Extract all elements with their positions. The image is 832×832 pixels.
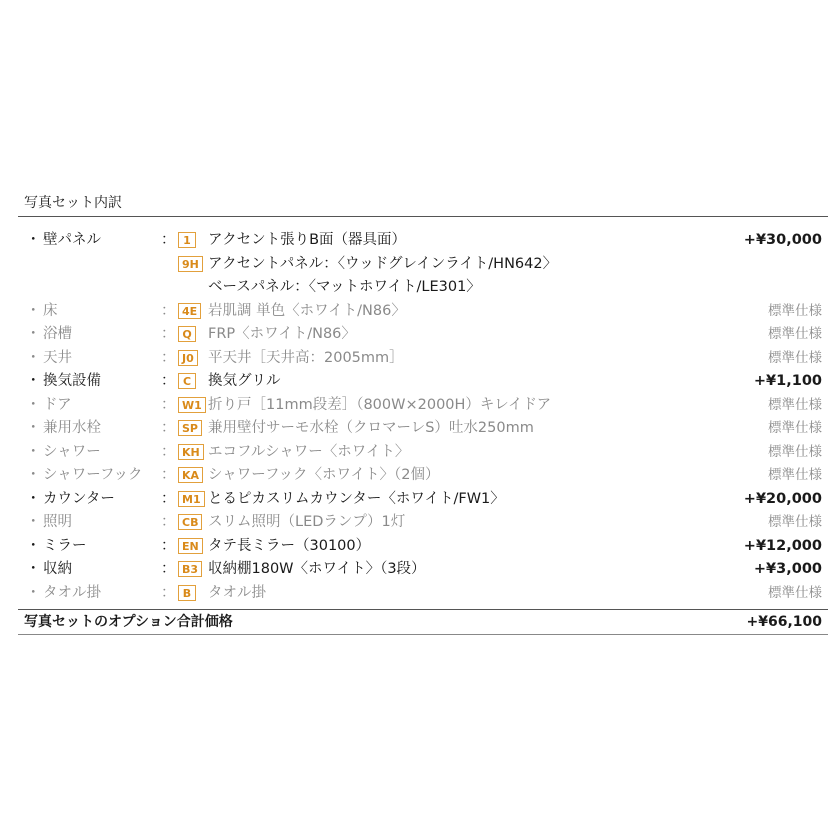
row-bullet: ・ (26, 302, 41, 319)
spec-row (18, 347, 828, 371)
spec-row (18, 323, 828, 347)
spec-row (18, 417, 828, 441)
row-price: 標準仕様 (768, 584, 822, 601)
row-colon: ： (161, 443, 176, 460)
row-label: カウンター (43, 490, 115, 507)
row-bullet: ・ (26, 349, 41, 366)
row-colon: ： (161, 561, 176, 577)
section-heading: 写真セット内訳 (24, 195, 122, 211)
row-label: シャワーフック (43, 467, 143, 483)
spec-list (18, 229, 828, 605)
row-colon: ： (161, 514, 176, 530)
option-code-badge: SP (178, 420, 202, 436)
spec-row (18, 276, 828, 300)
row-bullet: ・ (26, 467, 41, 483)
row-bullet: ・ (26, 584, 41, 601)
row-label: ドア (43, 396, 72, 413)
row-label: 壁パネル (43, 232, 101, 248)
row-colon: ： (161, 232, 176, 248)
option-code-badge: 4E (178, 303, 201, 319)
row-label: 浴槽 (43, 326, 72, 342)
row-colon: ： (161, 396, 176, 413)
row-colon: ： (161, 420, 176, 436)
row-colon: ： (161, 467, 176, 483)
row-label: 兼用水栓 (43, 420, 101, 436)
spec-row (18, 394, 828, 418)
row-colon: ： (161, 490, 176, 507)
row-bullet: ・ (26, 232, 41, 248)
row-colon: ： (161, 349, 176, 366)
row-label: シャワー (43, 443, 101, 460)
option-code-badge: M1 (178, 491, 205, 507)
heading-rule (18, 216, 828, 217)
row-price: 標準仕様 (768, 420, 822, 436)
row-description: アクセント張りB面（器具面） (208, 232, 407, 248)
row-price: 標準仕様 (768, 467, 822, 483)
spec-row (18, 558, 828, 582)
row-price: 標準仕様 (768, 396, 822, 413)
row-colon: ： (161, 302, 176, 319)
row-description: 換気グリル (208, 373, 281, 389)
row-bullet: ・ (26, 326, 41, 342)
row-bullet: ・ (26, 443, 41, 460)
option-code-badge: KA (178, 467, 203, 483)
row-description: FRP〈ホワイト/N86〉 (208, 326, 356, 342)
row-bullet: ・ (26, 537, 41, 554)
spec-row (18, 370, 828, 394)
spec-row (18, 464, 828, 488)
row-label: 天井 (43, 349, 72, 366)
row-bullet: ・ (26, 561, 41, 577)
spec-row (18, 535, 828, 559)
option-code-badge: B (178, 585, 196, 601)
row-description: スリム照明（LEDランプ）1灯 (208, 514, 406, 530)
row-description: アクセントパネル：〈ウッドグレインライト/HN642〉 (208, 255, 558, 272)
row-price: +¥1,100 (753, 373, 822, 389)
row-bullet: ・ (26, 490, 41, 507)
row-price: 標準仕様 (768, 349, 822, 366)
row-description: タテ長ミラー（30100） (208, 537, 371, 554)
row-description: 収納棚180W〈ホワイト〉（3段） (208, 561, 426, 577)
row-label: 床 (43, 302, 58, 319)
spec-row (18, 253, 828, 277)
total-bottom-rule (18, 634, 828, 635)
row-bullet: ・ (26, 514, 41, 530)
total-label: 写真セットのオプション合計価格 (24, 614, 233, 630)
row-colon: ： (161, 584, 176, 601)
spec-row (18, 582, 828, 606)
row-description: 折り戸［11mm段差］（800W×2000H）キレイドア (208, 396, 552, 413)
option-code-badge: W1 (178, 397, 206, 413)
row-price: 標準仕様 (768, 326, 822, 342)
row-bullet: ・ (26, 420, 41, 436)
option-code-badge: 9H (178, 256, 203, 272)
row-label: タオル掛 (43, 584, 101, 601)
row-description: シャワーフック〈ホワイト〉（2個） (208, 467, 440, 483)
row-colon: ： (161, 537, 176, 554)
row-description: ベースパネル：〈マットホワイト/LE301〉 (208, 279, 481, 295)
row-price: +¥20,000 (743, 490, 822, 507)
option-code-badge: J0 (178, 350, 198, 366)
option-code-badge: EN (178, 538, 203, 554)
row-label: 換気設備 (43, 373, 101, 389)
row-description: とるピカスリムカウンター〈ホワイト/FW1〉 (208, 490, 505, 507)
option-code-badge: KH (178, 444, 204, 460)
option-code-badge: Q (178, 326, 196, 342)
row-label: 収納 (43, 561, 72, 577)
row-description: 平天井［天井高：2005mm］ (208, 349, 404, 366)
row-label: 照明 (43, 514, 72, 530)
row-price: 標準仕様 (768, 514, 822, 530)
row-price: +¥12,000 (743, 537, 822, 554)
spec-row (18, 441, 828, 465)
spec-row (18, 511, 828, 535)
option-code-badge: B3 (178, 561, 202, 577)
row-label: ミラー (43, 537, 87, 554)
row-price: 標準仕様 (768, 302, 822, 319)
total-price: +¥66,100 (746, 614, 822, 630)
row-bullet: ・ (26, 396, 41, 413)
row-price: +¥3,000 (753, 561, 822, 577)
row-description: タオル掛 (208, 584, 266, 601)
spec-row (18, 300, 828, 324)
spec-sheet (18, 190, 828, 635)
row-colon: ： (161, 326, 176, 342)
row-price: +¥30,000 (743, 232, 822, 248)
option-code-badge: C (178, 373, 196, 389)
row-colon: ： (161, 373, 176, 389)
option-code-badge: 1 (178, 232, 196, 248)
option-code-badge: CB (178, 514, 202, 530)
row-price: 標準仕様 (768, 443, 822, 460)
row-description: 兼用壁付サーモ水栓（クロマーレS）吐水250mm (208, 420, 534, 436)
row-bullet: ・ (26, 373, 41, 389)
total-row (18, 610, 828, 634)
spec-row (18, 229, 828, 253)
spec-row (18, 488, 828, 512)
row-description: 岩肌調 単色〈ホワイト/N86〉 (208, 302, 406, 319)
row-description: エコフルシャワー〈ホワイト〉 (208, 443, 410, 460)
